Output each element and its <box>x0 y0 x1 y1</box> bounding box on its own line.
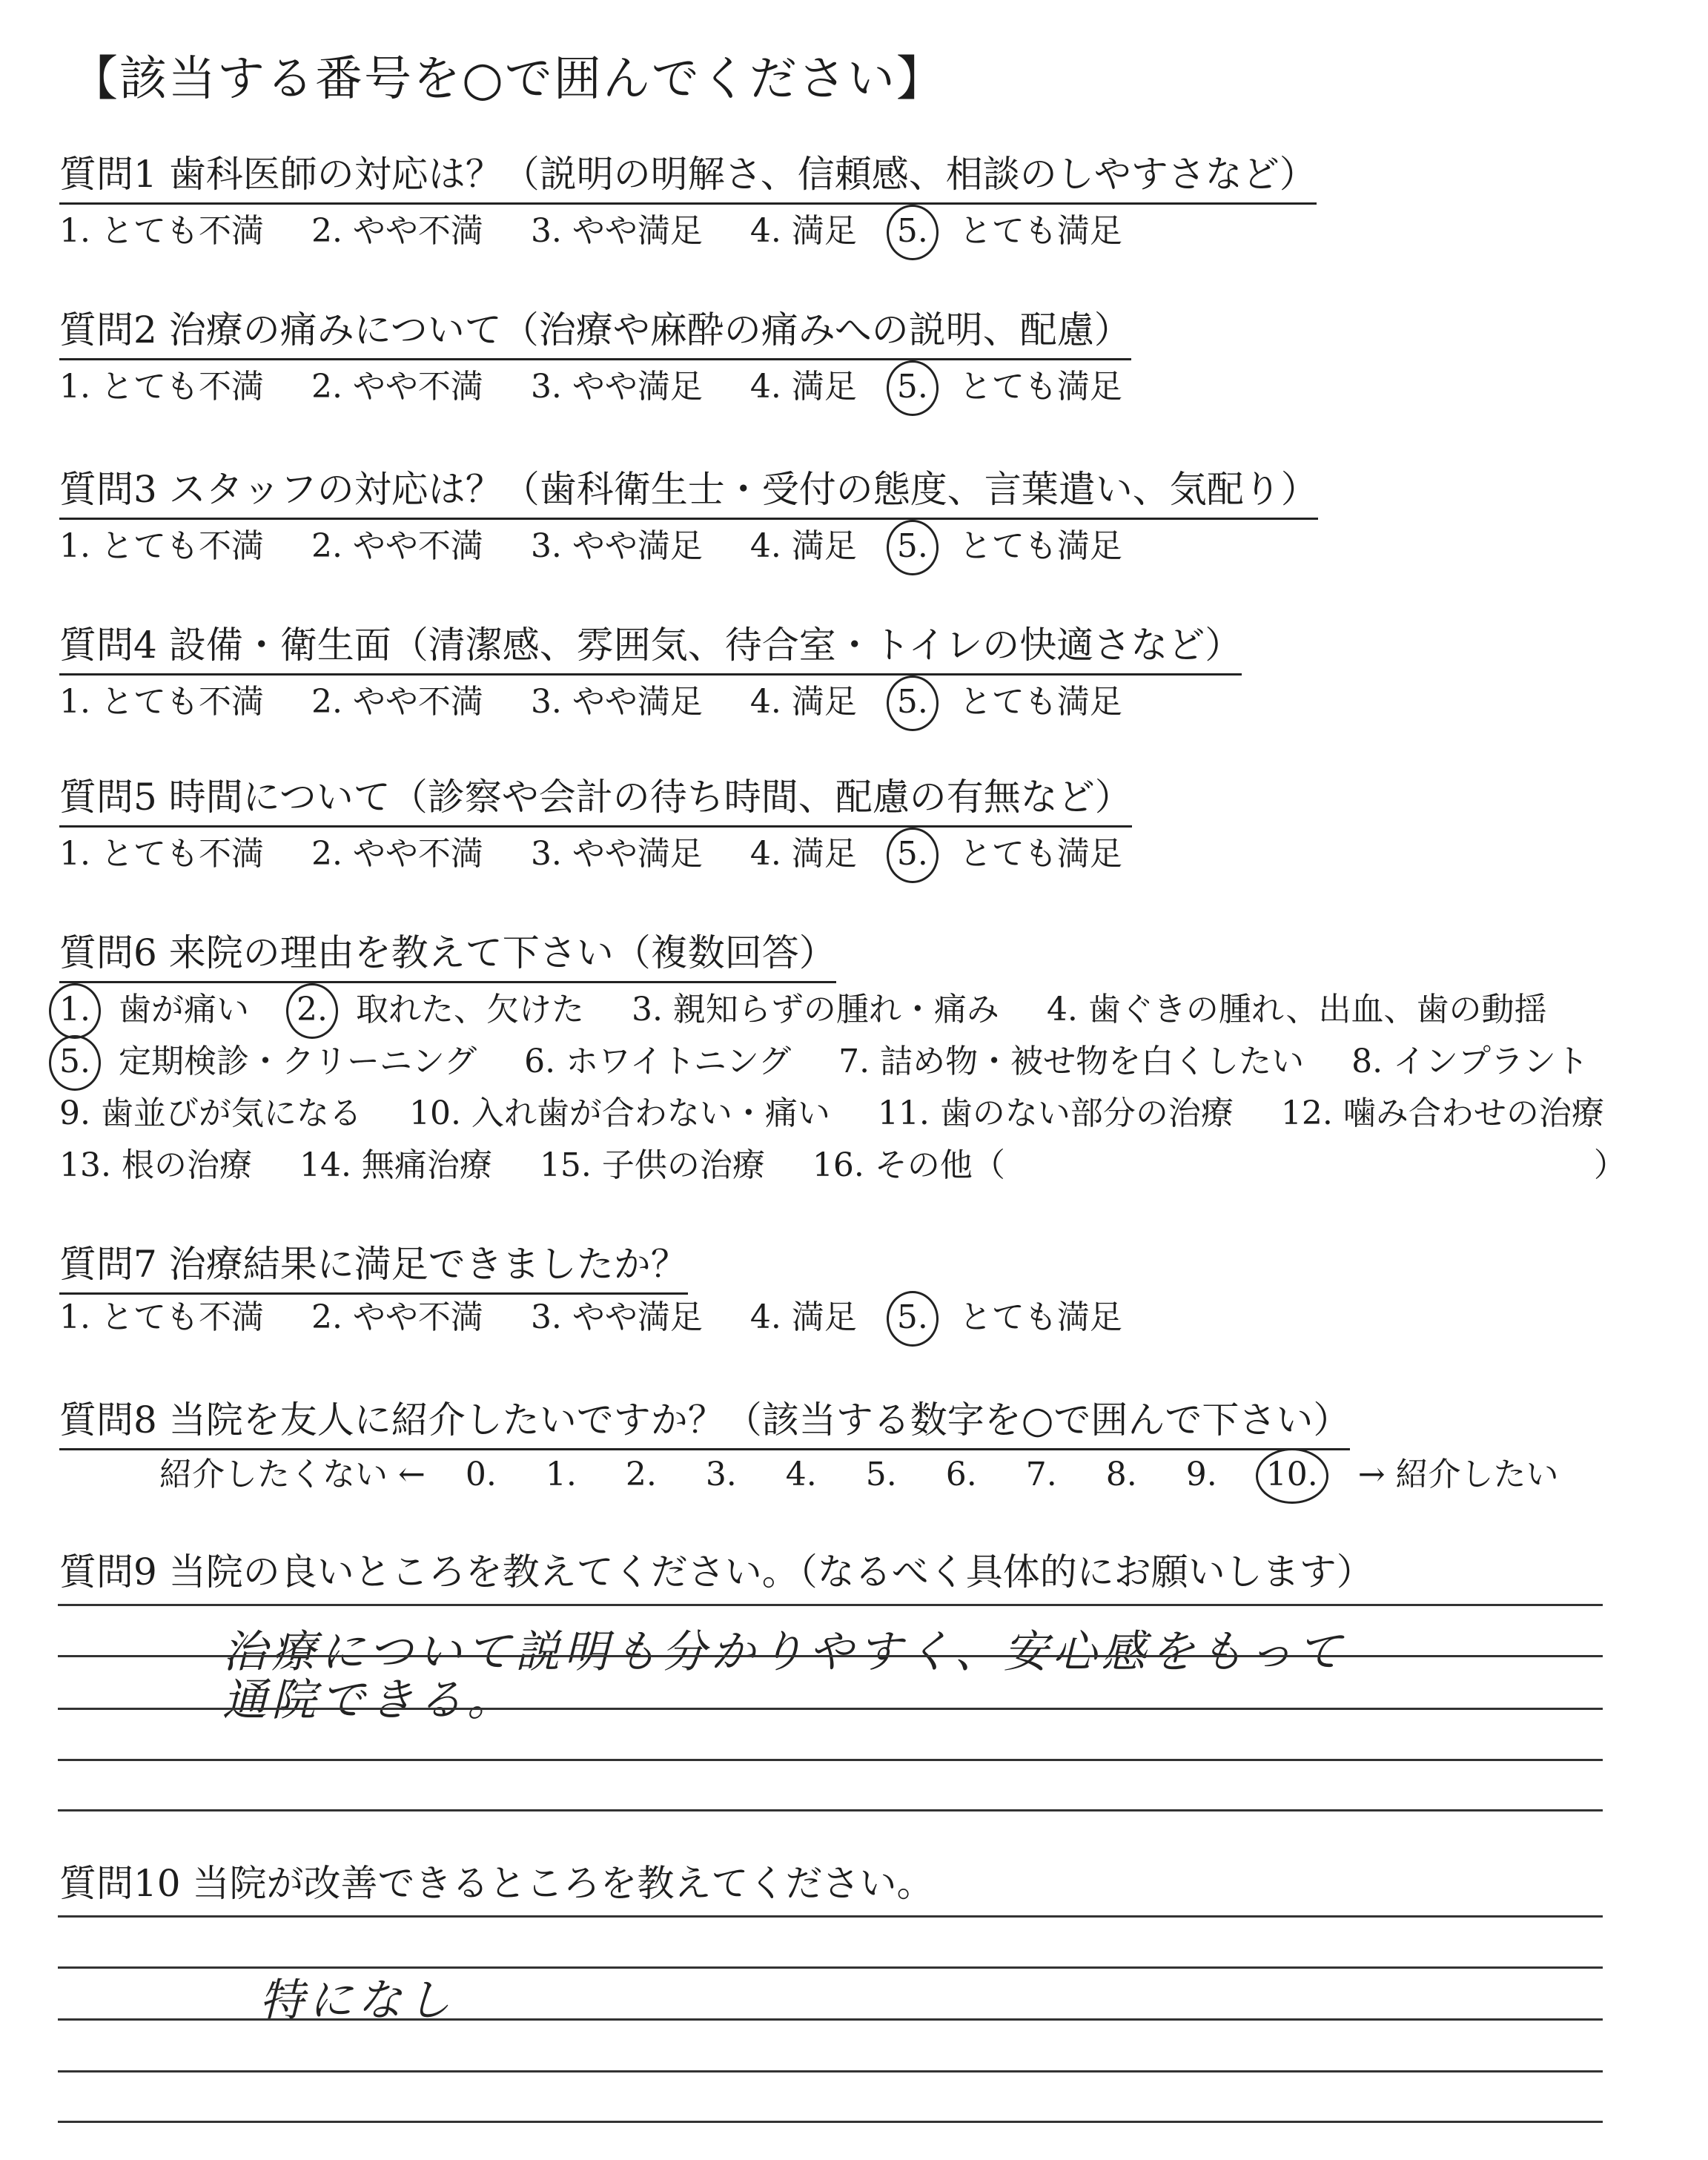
question-4-options <box>59 675 1122 722</box>
question-7-options <box>59 1290 1122 1338</box>
question-2-options <box>59 360 1122 407</box>
q6-option-13[interactable]: 13. 根の治療 <box>59 1146 252 1184</box>
q8-option-3[interactable]: 3. <box>705 1456 737 1493</box>
q5-option-5-label: とても満足 <box>959 835 1122 873</box>
q6-option-16[interactable]: 16. その他（ <box>812 1146 1005 1184</box>
answer-line <box>58 2018 1603 2021</box>
q6-option-2-label: 取れた、欠けた <box>355 991 584 1028</box>
q1-option-2[interactable]: 2. やや不満 <box>311 212 483 250</box>
question-8-label: 質問8 当院を友人に紹介したいですか？（該当する数字を○で囲んで下さい） <box>59 1390 1350 1450</box>
question-9-label: 質問9 当院の良いところを教えてください。（なるべく具体的にお願いします） <box>59 1550 1374 1593</box>
question-10-label: 質問10 当院が改善できるところを教えてください。 <box>59 1862 934 1905</box>
q2-option-5-label: とても満足 <box>959 368 1122 406</box>
q10-answer[interactable]: 特になし <box>259 1975 455 2027</box>
question-1-label: 質問1 歯科医師の対応は？（説明の明解さ、信頼感、相談のしやすさなど） <box>59 145 1317 205</box>
q4-option-3[interactable]: 3. やや満足 <box>530 683 703 721</box>
q8-option-9[interactable]: 9. <box>1185 1456 1217 1493</box>
q8-option-5[interactable]: 5. <box>865 1456 897 1493</box>
question-8-scale <box>159 1447 1559 1495</box>
q8-option-7[interactable]: 7. <box>1025 1456 1057 1493</box>
q1-option-4[interactable]: 4. 満足 <box>749 212 857 250</box>
q3-option-1[interactable]: 1. とても不満 <box>59 527 264 565</box>
q7-option-1[interactable]: 1. とても不満 <box>59 1298 264 1336</box>
question-4-label: 質問4 設備・衛生面（清潔感、雰囲気、待合室・トイレの快適さなど） <box>59 615 1242 676</box>
q8-option-0[interactable]: 0. <box>465 1456 497 1493</box>
question-6-row-4 <box>59 1138 1626 1186</box>
answer-line <box>58 1655 1603 1657</box>
q6-option-8[interactable]: 8. インプラント <box>1351 1043 1589 1080</box>
q6-option-3[interactable]: 3. 親知らずの腫れ・痛み <box>631 991 999 1028</box>
q8-option-6[interactable]: 6. <box>945 1456 977 1493</box>
question-5-options <box>59 827 1122 874</box>
q8-option-1[interactable]: 1. <box>545 1456 577 1493</box>
q3-option-4[interactable]: 4. 満足 <box>749 527 857 565</box>
q6-option-7[interactable]: 7. 詰め物・被せ物を白くしたい <box>838 1043 1305 1080</box>
q6-option-6[interactable]: 6. ホワイトニング <box>524 1043 792 1080</box>
q4-option-5-selected[interactable]: 5. <box>896 683 928 721</box>
q8-left-label: 紹介したくない ← <box>159 1456 426 1493</box>
question-6-label: 質問6 来院の理由を教えて下さい（複数回答） <box>59 923 836 983</box>
q9-answer-line-1[interactable]: 治療について説明も分かりやすく、安心感をもって <box>222 1626 1346 1678</box>
question-1-options <box>59 204 1122 251</box>
q2-option-5-selected[interactable]: 5. <box>896 368 928 406</box>
q3-option-5-selected[interactable]: 5. <box>896 527 928 565</box>
answer-line <box>58 2121 1603 2123</box>
q3-option-3[interactable]: 3. やや満足 <box>530 527 703 565</box>
q6-option-1-selected[interactable]: 1. <box>59 991 90 1028</box>
q5-option-1[interactable]: 1. とても不満 <box>59 835 264 873</box>
q7-option-2[interactable]: 2. やや不満 <box>311 1298 483 1336</box>
q7-option-4[interactable]: 4. 満足 <box>749 1298 857 1336</box>
q6-option-11[interactable]: 11. 歯のない部分の治療 <box>877 1094 1234 1132</box>
question-3-label: 質問3 スタッフの対応は？（歯科衛生士・受付の態度、言葉遣い、気配り） <box>59 460 1318 520</box>
question-5-label: 質問5 時間について（診察や会計の待ち時間、配慮の有無など） <box>59 767 1132 828</box>
q5-option-2[interactable]: 2. やや不満 <box>311 835 483 873</box>
q7-option-5-label: とても満足 <box>959 1298 1122 1336</box>
q6-option-4[interactable]: 4. 歯ぐきの腫れ、出血、歯の動揺 <box>1046 991 1547 1028</box>
q7-option-5-selected[interactable]: 5. <box>896 1298 928 1336</box>
q8-option-4[interactable]: 4. <box>785 1456 817 1493</box>
q6-option-14[interactable]: 14. 無痛治療 <box>299 1146 492 1184</box>
q6-option-5-selected[interactable]: 5. <box>59 1043 90 1080</box>
q1-option-5-selected[interactable]: 5. <box>896 212 928 250</box>
q7-option-3[interactable]: 3. やや満足 <box>530 1298 703 1336</box>
q4-option-4[interactable]: 4. 満足 <box>749 683 857 721</box>
q6-option-12[interactable]: 12. 噛み合わせの治療 <box>1280 1094 1604 1132</box>
question-3-options <box>59 519 1122 567</box>
q6-option-5-label: 定期検診・クリーニング <box>118 1043 477 1080</box>
question-6-row-1 <box>59 982 1547 1030</box>
q3-option-2[interactable]: 2. やや不満 <box>311 527 483 565</box>
q2-option-2[interactable]: 2. やや不満 <box>311 368 483 406</box>
q6-option-10[interactable]: 10. 入れ歯が合わない・痛い <box>408 1094 830 1132</box>
q2-option-1[interactable]: 1. とても不満 <box>59 368 264 406</box>
page-title: 【該当する番号を○で囲んでください】 <box>70 52 945 107</box>
q2-option-3[interactable]: 3. やや満足 <box>530 368 703 406</box>
q1-option-3[interactable]: 3. やや満足 <box>530 212 703 250</box>
q8-option-8[interactable]: 8. <box>1105 1456 1137 1493</box>
q8-option-2[interactable]: 2. <box>625 1456 657 1493</box>
q5-option-5-selected[interactable]: 5. <box>896 835 928 873</box>
q6-option-15[interactable]: 15. 子供の治療 <box>539 1146 765 1184</box>
question-6-row-3 <box>59 1086 1604 1134</box>
q4-option-5-label: とても満足 <box>959 683 1122 721</box>
q1-option-5-label: とても満足 <box>959 212 1122 250</box>
q6-option-1-label: 歯が痛い <box>118 991 249 1028</box>
q8-right-label: → 紹介したい <box>1357 1456 1559 1493</box>
q6-option-16-close: ） <box>1593 1146 1626 1184</box>
answer-line <box>58 1809 1603 1811</box>
question-7-label: 質問7 治療結果に満足できましたか？ <box>59 1235 688 1295</box>
answer-line <box>58 1915 1603 1918</box>
question-6-row-2 <box>59 1034 1589 1082</box>
q5-option-3[interactable]: 3. やや満足 <box>530 835 703 873</box>
q2-option-4[interactable]: 4. 満足 <box>749 368 857 406</box>
answer-line <box>58 1759 1603 1761</box>
q9-answer-line-2[interactable]: 通院できる。 <box>222 1674 516 1726</box>
q5-option-4[interactable]: 4. 満足 <box>749 835 857 873</box>
q4-option-2[interactable]: 2. やや不満 <box>311 683 483 721</box>
question-2-label: 質問2 治療の痛みについて（治療や麻酔の痛みへの説明、配慮） <box>59 300 1131 360</box>
answer-line <box>58 2070 1603 2073</box>
q8-option-10-selected[interactable]: 10. <box>1265 1456 1318 1493</box>
answer-line <box>58 1708 1603 1710</box>
q4-option-1[interactable]: 1. とても不満 <box>59 683 264 721</box>
answer-line <box>58 1604 1603 1606</box>
q3-option-5-label: とても満足 <box>959 527 1122 565</box>
q6-option-2-selected[interactable]: 2. <box>296 991 328 1028</box>
q6-option-9[interactable]: 9. 歯並びが気になる <box>59 1094 362 1132</box>
q1-option-1[interactable]: 1. とても不満 <box>59 212 264 250</box>
